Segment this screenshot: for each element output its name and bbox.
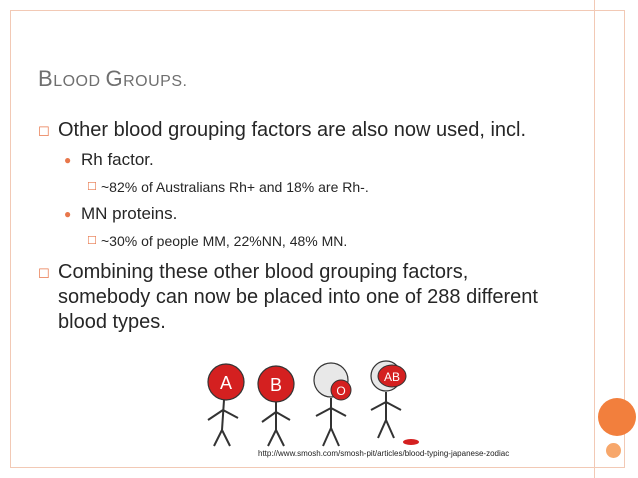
label-b: B bbox=[269, 375, 283, 395]
decorative-circle-small bbox=[606, 443, 621, 458]
label-o: O bbox=[336, 384, 346, 398]
character-o bbox=[314, 363, 351, 446]
bullet-text: MN proteins. bbox=[81, 204, 178, 223]
bullet-text: Combining these other blood grouping factors, somebody can now be placed into one of 288 different blood types. bbox=[58, 261, 538, 333]
square-bullet-icon: ☐ bbox=[87, 235, 97, 247]
decorative-vertical-line bbox=[594, 0, 595, 478]
dot-bullet-icon: ● bbox=[64, 207, 72, 221]
character-a bbox=[208, 364, 244, 446]
decorative-circle-large bbox=[598, 398, 636, 436]
bullet-item bbox=[38, 203, 538, 225]
title-initial-b: B bbox=[38, 66, 54, 91]
bullet-text: Other blood grouping factors are also now used, incl. bbox=[58, 119, 527, 141]
label-a: A bbox=[219, 373, 233, 393]
bullet-item bbox=[38, 260, 538, 335]
bullet-item bbox=[38, 231, 538, 251]
character-b bbox=[258, 366, 294, 446]
blood-type-characters-illustration bbox=[196, 360, 420, 450]
bullet-text: ~82% of Australians Rh+ and 18% are Rh-. bbox=[101, 179, 369, 195]
character-ab bbox=[371, 361, 419, 445]
bullet-item bbox=[38, 118, 538, 143]
square-bullet-icon: ☐ bbox=[87, 181, 97, 193]
square-bullet-icon: ☐ bbox=[38, 124, 50, 139]
bullet-text: Rh factor. bbox=[81, 150, 154, 169]
title-rest-1: LOOD bbox=[53, 73, 106, 90]
bullet-text: ~30% of people MM, 22%NN, 48% MN. bbox=[101, 233, 348, 249]
bullet-item bbox=[38, 149, 538, 171]
title-initial-g: G bbox=[105, 66, 124, 91]
bullet-item bbox=[38, 177, 538, 197]
image-credit-url: http://www.smosh.com/smosh-pit/articles/blood-typing-japanese-zodiac bbox=[258, 449, 510, 458]
slide-title bbox=[38, 66, 187, 92]
title-rest-2: ROUPS. bbox=[123, 73, 188, 90]
label-ab: AB bbox=[383, 370, 401, 384]
square-bullet-icon: ☐ bbox=[38, 266, 50, 281]
bullet-list bbox=[38, 118, 538, 335]
dot-bullet-icon: ● bbox=[64, 153, 72, 167]
